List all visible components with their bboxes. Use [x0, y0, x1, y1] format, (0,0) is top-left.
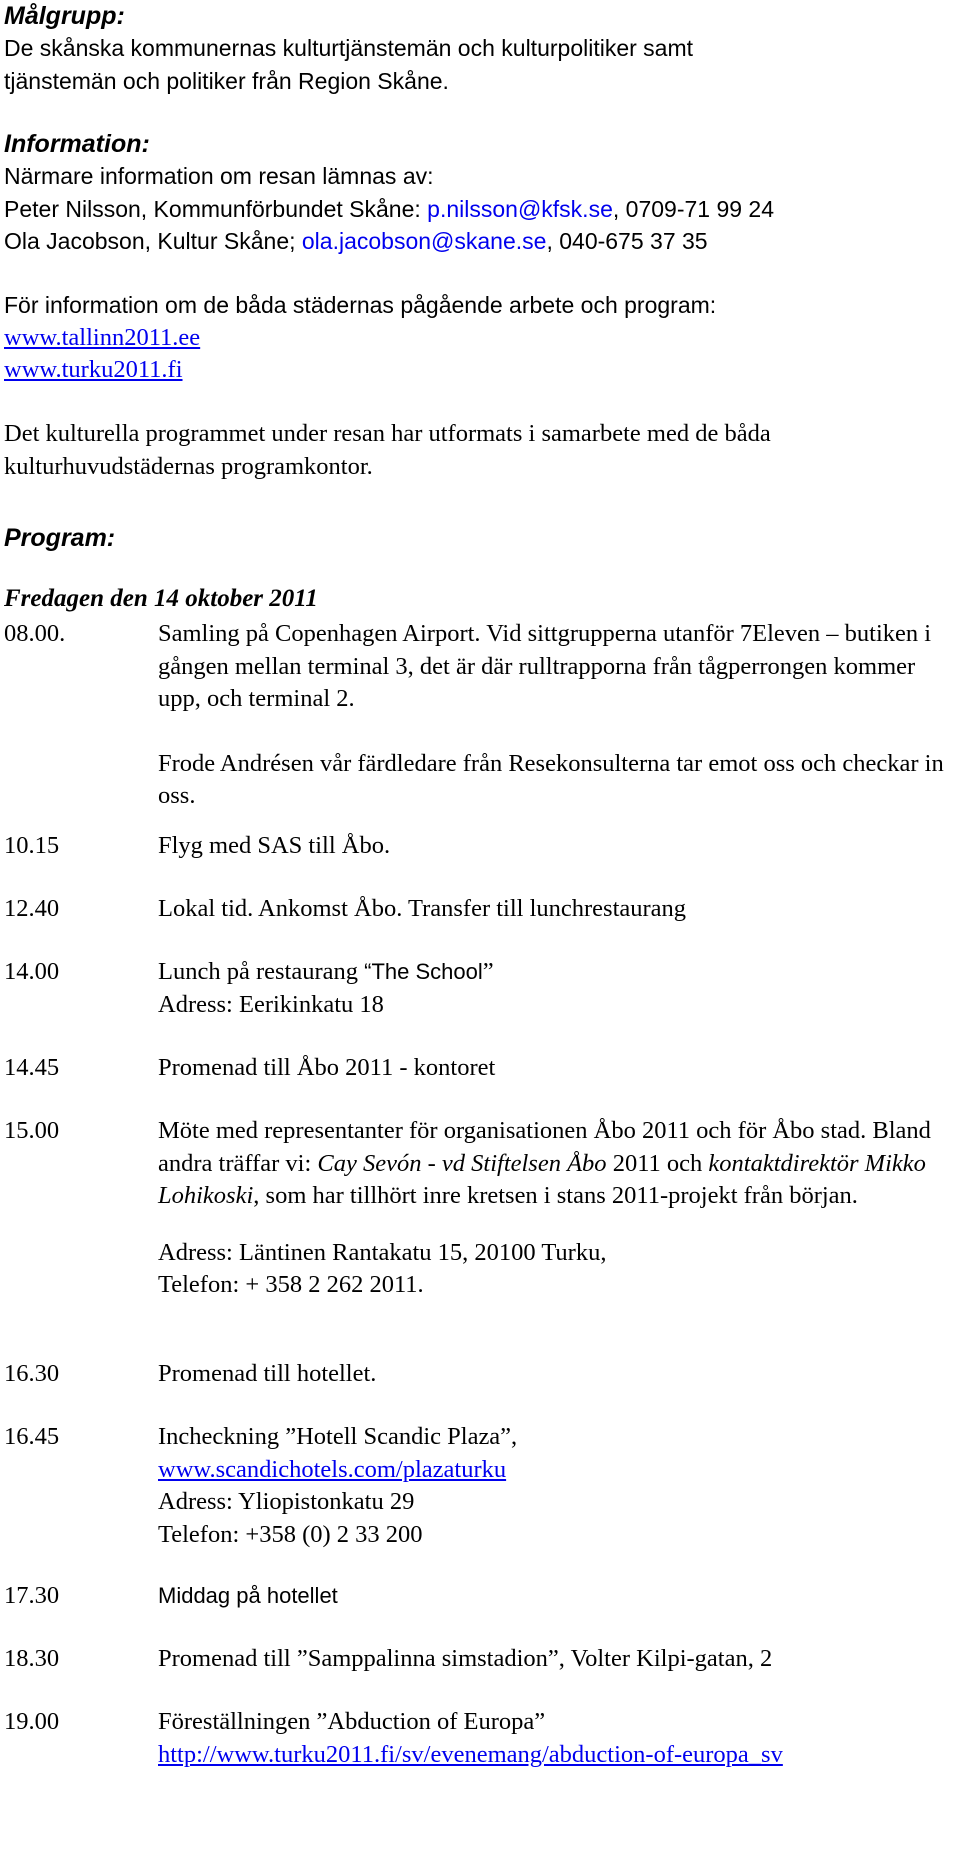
item-phone: Telefon: +358 (0) 2 33 200 [158, 1520, 423, 1548]
item-text: Promenad till hotellet. [158, 1360, 377, 1387]
program-item [4, 830, 949, 863]
program-item [4, 1421, 949, 1551]
information-heading: Information: [4, 130, 150, 158]
program-item [4, 1358, 949, 1391]
program-item [4, 618, 949, 813]
item-time: 15.00 [4, 1117, 60, 1144]
target-group-section [4, 0, 693, 97]
program-item [4, 956, 949, 1021]
item-time: 14.00 [4, 958, 60, 985]
item-address: Adress: Eerikinkatu 18 [158, 990, 384, 1018]
item-text: Flyg med SAS till Åbo. [158, 832, 391, 859]
item-phone: Telefon: + 358 2 262 2011. [158, 1271, 424, 1298]
target-group-line: tjänstemän och politiker från Region Skåne. [4, 67, 449, 94]
item-text: Möte med representanter för organisationen Åbo 2011 och för Åbo stad. Bland andra träffar vi: Cay Sevón - vd Stiftelsen Åbo 2011 och kontaktdirektör Mikko Lohikoski, som har tillhört inre kretsen i stans 2011-projekt från början. [158, 1117, 931, 1209]
day-heading-wrap [4, 583, 318, 615]
program-note-section [4, 418, 771, 483]
program-item [4, 1643, 949, 1676]
day-heading: Fredagen den 14 oktober 2011 [4, 585, 318, 612]
item-text: Promenad till Åbo 2011 - kontoret [158, 1054, 496, 1081]
item-text: Samling på Copenhagen Airport. Vid sittgrupperna utanför 7Eleven – butiken i gången mellan terminal 3, det är där rulltrapporna från tågperrongen kommer upp, och terminal 2. [158, 620, 932, 712]
turku-link[interactable]: www.turku2011.fi [4, 356, 183, 383]
item-time: 14.45 [4, 1054, 60, 1081]
item-time: 16.30 [4, 1360, 60, 1387]
program-note-line: kulturhuvudstädernas programkontor. [4, 452, 373, 480]
item-address: Adress: Yliopistonkatu 29 [158, 1488, 415, 1515]
item-time: 08.00. [4, 620, 66, 647]
item-text: Lokal tid. Ankomst Åbo. Transfer till lunchrestaurang [158, 895, 687, 922]
program-note-line: Det kulturella programmet under resan har utformats i samarbete med de båda [4, 420, 771, 447]
target-group-line: De skånska kommunernas kulturtjänstemän och kulturpolitiker samt [4, 35, 694, 61]
item-time: 18.30 [4, 1645, 60, 1672]
program-item [4, 893, 949, 926]
tallinn-link[interactable]: www.tallinn2011.ee [4, 323, 201, 351]
item-text: Frode Andrésen vår färdledare från Resekonsulterna tar emot oss och checkar in oss. [158, 749, 944, 809]
information-section [4, 128, 774, 258]
item-text: Lunch på restaurang “The School” [158, 958, 494, 985]
event-link[interactable]: http://www.turku2011.fi/sv/evenemang/abduction-of-europa_sv [158, 1740, 783, 1768]
item-address: Adress: Läntinen Rantakatu 15, 20100 Turku, [158, 1238, 607, 1266]
information-intro: Närmare information om resan lämnas av: [4, 163, 434, 189]
item-time: 12.40 [4, 895, 60, 922]
item-text: Incheckning ”Hotell Scandic Plaza”, [158, 1423, 518, 1450]
program-item [4, 1580, 949, 1613]
item-text: Promenad till ”Samppalinna simstadion”, Volter Kilpi-gatan, 2 [158, 1645, 773, 1672]
item-time: 10.15 [4, 832, 60, 859]
program-heading-wrap [4, 522, 115, 554]
email-link[interactable]: p.nilsson@kfsk.se [427, 195, 613, 222]
program-item [4, 1706, 949, 1771]
target-group-heading: Målgrupp: [4, 2, 125, 30]
item-time: 19.00 [4, 1708, 60, 1735]
program-heading: Program: [4, 524, 116, 552]
item-text: Föreställningen ”Abduction of Europa” [158, 1708, 546, 1735]
item-time: 17.30 [4, 1582, 60, 1609]
item-time: 16.45 [4, 1423, 60, 1450]
contact-line: Peter Nilsson, Kommunförbundet Skåne: p.nilsson@kfsk.se, 0709-71 99 24 [4, 195, 775, 222]
program-item [4, 1052, 949, 1085]
item-text: Middag på hotellet [158, 1583, 338, 1608]
email-link[interactable]: ola.jacobson@skane.se [301, 228, 547, 254]
cities-section [4, 289, 716, 387]
cities-intro: För information om de båda städernas pågående arbete och program: [4, 292, 717, 318]
hotel-link[interactable]: www.scandichotels.com/plazaturku [158, 1455, 507, 1483]
program-item [4, 1115, 949, 1302]
contact-line: Ola Jacobson, Kultur Skåne; ola.jacobson@skane.se, 040-675 37 35 [4, 228, 708, 254]
